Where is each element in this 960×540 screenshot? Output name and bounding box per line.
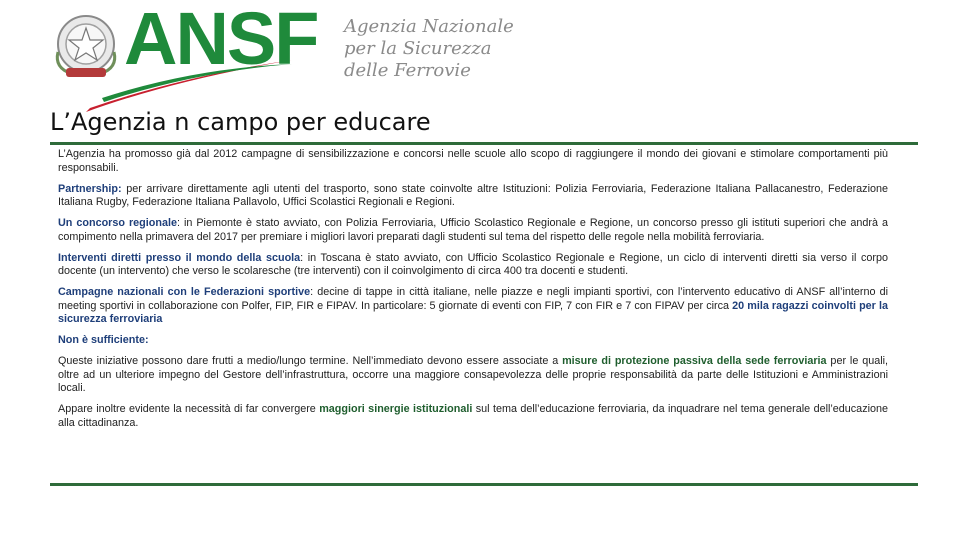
header-logo: [44, 0, 584, 108]
synergies-emphasis: maggiori sinergie istituzionali: [319, 403, 473, 415]
paragraph-not-sufficient: [58, 334, 888, 348]
passive-protection-emphasis: misure di protezione passiva della sede ferroviaria: [562, 355, 827, 367]
agency-line-1: Agenzia Nazionale: [344, 16, 514, 37]
paragraph-intro: L’Agenzia ha promosso già dal 2012 campagne di sensibilizzazione e concorsi nelle scuole allo scopo di raggiungere il mondo dei giovani e stimolare comportamenti più responsabili.: [58, 148, 888, 174]
body-text: [58, 148, 888, 438]
paragraph-regional-contest: Un concorso regionale: in Piemonte è stato avviato, con Polizia Ferroviaria, Ufficio Scolastico Regionale e Regione, un concorso presso gli istituti superiori che andrà a compimento nella primavera del 2017 per premiare i migliori lavori preparati dagli studenti sul tema del rispetto delle regole nella mobilità ferroviaria.: [58, 217, 888, 243]
paragraph-passive-protection: Queste iniziative possono dare frutti a medio/lungo termine. Nell’immediato devono essere associate a misure di protezione passiva della sede ferroviaria per le quali, oltre ad un ulteriore impegno del Gestore dell’infrastruttura, occorre una maggiore consapevolezza delle proprie responsabilità da parte delle Istituzioni e Amministrazioni locali.: [58, 355, 889, 394]
agency-line-3: delle Ferrovie: [344, 60, 471, 81]
partnership-label: Partnership:: [58, 182, 122, 195]
agency-line-2: per la Sicurezza: [344, 38, 492, 59]
paragraph-national-campaigns: Campagne nazionali con le Federazioni sportive: decine di tappe in città italiane, nelle piazze e negli impianti sportivi, con l’intervento educativo di ANSF all’interno di meeting sportivi in collaborazione con Polfer, FIP, FIR e FIPAV. In particolare: 5 giornate di eventi con FIP, 7 con FIR e 7 con FIPAV per circa 20 mila ragazzi coinvolti per la sicurezza ferroviaria: [58, 286, 889, 325]
brand-wordmark: ANSF: [124, 0, 318, 80]
paragraph-synergies: Appare inoltre evidente la necessità di far convergere maggiori sinergie istituzionali sul tema dell’educazione ferroviaria, da inquadrare nel tema generale dell’educazione alla cittadinanza.: [58, 403, 889, 429]
top-divider: [50, 142, 918, 145]
agency-name: [344, 16, 514, 82]
national-campaigns-label: Campagne nazionali con le Federazioni sportive: [58, 286, 311, 298]
slide-title: L’Agenzia n campo per educare: [50, 108, 431, 136]
school-interventions-label: Interventi diretti presso il mondo della scuola: [58, 251, 301, 264]
bottom-divider: [50, 483, 918, 486]
not-sufficient-label: Non è sufficiente:: [58, 334, 149, 346]
paragraph-school-interventions: Interventi diretti presso il mondo della scuola: in Toscana è stato avviato, con Ufficio Scolastico Regionale e Regione, un ciclo di interventi diretti sia verso il corpo docente (un intervento) che verso le scolaresche (tre interventi) con il coinvolgimento di circa 400 tra docenti e studenti.: [58, 251, 888, 277]
paragraph-partnership: Partnership: per arrivare direttamente agli utenti del trasporto, sono state coinvolte altre Istituzioni: Polizia Ferroviaria, Federazione Italiana Pallacanestro, Federazione Italiana Rugby, Federazione Italiana Pallavolo, Uffici Scolastici Regionali e Regioni.: [58, 182, 888, 208]
regional-contest-label: Un concorso regionale: [58, 217, 177, 229]
youth-involved-emphasis: 20 mila ragazzi coinvolti per la sicurezza ferroviaria: [58, 299, 888, 325]
